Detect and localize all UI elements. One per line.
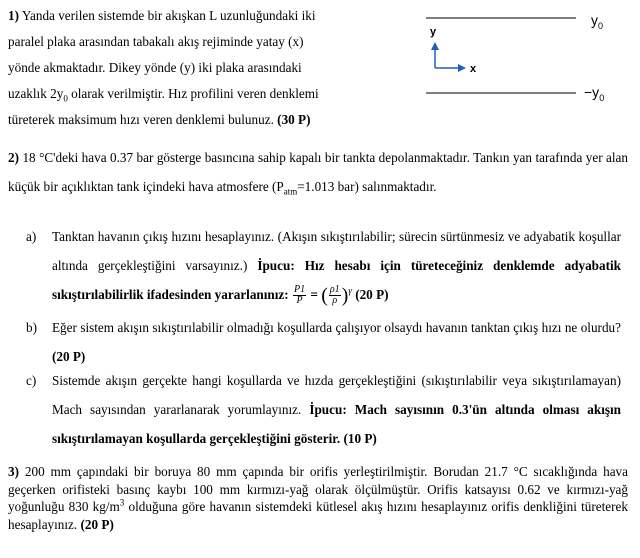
item-b-points: (20 P) (52, 349, 86, 364)
question-2-text-b: =1.013 bar) salınmaktadır. (297, 179, 437, 194)
question-3-points: (20 P) (80, 516, 114, 532)
item-b-label: b) (26, 320, 37, 335)
item-c-points: (10 P) (343, 431, 377, 446)
question-1-line-1: Yanda verilen sistemde bir akışkan L uzunluğundaki iki (21, 8, 316, 23)
question-2-sub: atm (283, 186, 298, 197)
question-2-item-c (26, 366, 621, 453)
item-a-label: a) (26, 229, 37, 244)
question-3-sup: 3 (119, 497, 125, 508)
question-1-line-2: paralel plaka arasından tabakalı akış rejiminde yatay (x) (8, 34, 304, 49)
question-3-text-a: 200 mm çapındaki bir boruya 80 mm çapında bir orifis yerleştirilmiştir. Borudan 21.7 °C sıcaklığında hava geçerken orifisteki basınç kaybı 100 mm kırmızı-yağ olarak ölçülmüştür. Orifis katsayısı 0.62 ve kırmızı-yağ yoğunluğu 830 kg/m (8, 464, 629, 514)
question-1-line-3: yönde akmaktadır. Dikey yönde (y) iki plaka arasındaki (8, 60, 302, 75)
question-1-line-4a: uzaklık 2y (8, 86, 64, 101)
item-c-text: Sistemde akışın gerçekte hangi koşullarda ve hızda gerçekleştiğini (sıkıştırılabilir veya sıkıştırılamayan) Mach sayısından yararlanarak yorumlayınız. (52, 373, 621, 417)
eq-gamma: γ (348, 285, 352, 296)
eq-density-ratio: $\frac{\rho 1}{\rho}$ (329, 284, 340, 307)
question-1-line-4b: olarak verilmiştir. Hız profilini veren denklemi (67, 86, 319, 101)
eq-pressure-ratio: $\frac{P1}{P}$ (293, 284, 306, 307)
question-2-item-b (26, 313, 621, 371)
question-1-line-4-sub: 0 (63, 93, 68, 104)
item-c-hint: İpucu: Mach sayısının 0.3'ün altında olması akışın sıkıştırılamayan koşullarda gerçekleştiğini gösterir. (52, 402, 622, 446)
question-3-number: 3) (8, 464, 19, 479)
item-a-hint: İpucu: Hız hesabı için türeteceğiniz denklemde adyabatik sıkıştırılabilirlik ifadesinden yararlanınız: (52, 258, 622, 302)
item-a-points: (20 P) (355, 287, 389, 302)
question-2-text-a: 18 °C'deki hava 0.37 bar gösterge basıncına sahip kapalı bir tankta depolanmaktadır. Tankın yan tarafında yer alan küçük bir açıklıktan tank içindeki hava atmosfere (P (8, 150, 628, 194)
question-2 (8, 143, 628, 201)
y-axis-arrowhead (431, 42, 439, 50)
bottom-plate-label: $-y_0$ (584, 84, 605, 103)
top-plate-label: $y_0$ (591, 12, 604, 31)
question-2-item-a: a) Tanktan havanın çıkış hızını hesaplayınız. (Akışın sıkıştırılabilir; sürecin sürtünmesiz ve adyabatik koşullar altında gerçekleştiğini varsayınız.) İpucu: Hız hesabı için türeteceğiniz denklemde adyabatik sıkıştırılabilirlik ifadesinden yararlanınız: $\frac{P1}{P}$ = ( $\frac{\rho 1}{\rho}$ )$^\gamma$ (20 P) (26, 222, 621, 310)
item-c-label: c) (26, 373, 37, 388)
question-1 (8, 3, 393, 133)
question-3-text-b: olduğuna göre havanın sistemdeki kütlesel akış hızını hesaplayınız orifis denkliğini türeterek hesaplayınız. (8, 499, 628, 532)
question-3 (8, 463, 628, 533)
y-axis-label: y (430, 26, 437, 38)
parallel-plates-figure (404, 6, 636, 106)
eq-equals: = (310, 287, 318, 302)
item-b-text: Eğer sistem akışın sıkıştırılabilir olmadığı koşullarda çalışıyor olsaydı havanın tanktan çıkış hızı ne olurdu? (52, 320, 621, 335)
x-axis-arrowhead (458, 64, 466, 72)
question-1-number: 1) (8, 8, 19, 23)
x-axis-label: x (470, 63, 477, 75)
question-1-points: (30 P) (277, 112, 311, 127)
item-a-text: Tanktan havanın çıkış hızını hesaplayınız. (Akışın sıkıştırılabilir; sürecin sürtünmesiz ve adyabatik koşullar altında gerçekleştiğini varsayınız.) (52, 229, 621, 273)
question-2-number: 2) (8, 150, 19, 165)
question-1-line-5: türeterek maksimum hızı veren denklemi bulunuz. (8, 112, 274, 127)
